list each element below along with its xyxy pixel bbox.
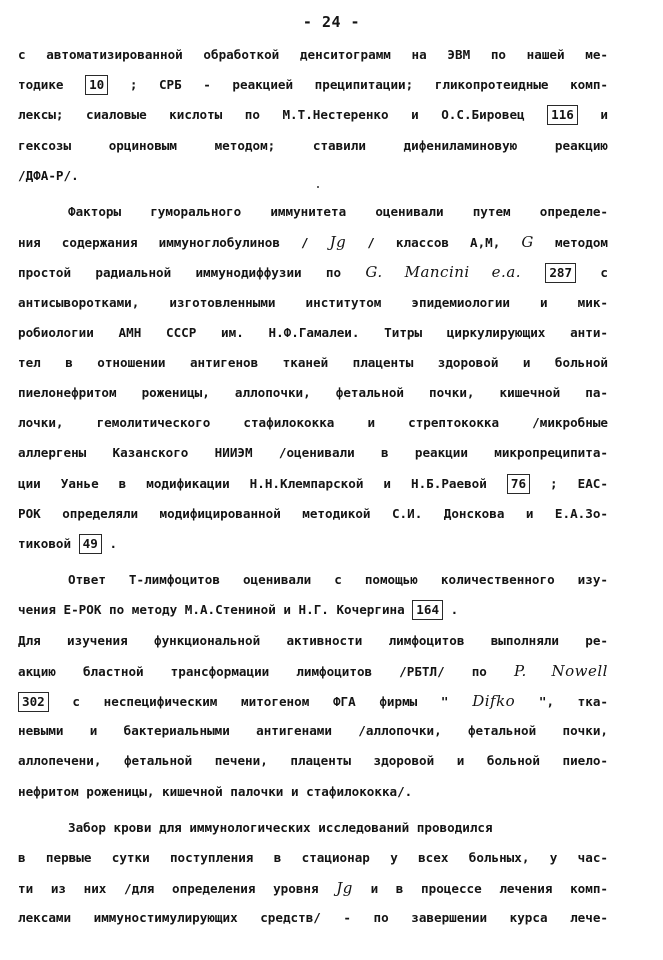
paragraph-1 [18,40,608,191]
document-body [18,40,608,933]
text-line [18,100,608,130]
text-line [18,257,608,287]
text-fragment: ; СРБ - реакцией преципитации; гликопротеидные комп- [129,77,608,93]
text-line: Факторы гуморального иммунитета оценивали путем определе- [68,203,608,219]
text-fragment: чения Е-РОК по методу М.А.Стениной и Н.Г. Кочергина [18,602,405,618]
handwritten-brand: Difko [472,691,516,710]
text-line: с автоматизированной обработкой денситограмм на ЭВМ по нашей ме- [18,47,608,62]
text-fragment: тодике [18,77,64,93]
paragraph-2 [18,197,608,559]
handwritten-symbol: Jg [336,879,353,898]
citation-ref: 10 [85,75,108,95]
text-fragment: простой радиальной иммунодиффузии по [18,265,342,281]
citation-ref: 164 [412,600,443,620]
text-fragment: . [450,602,459,618]
text-line: Ответ Т-лимфоцитов оценивали с помощью количественного изу- [68,572,608,588]
text-fragment: с неспецифическим митогеном ФГА фирмы " [72,693,449,709]
text-fragment: ти из них /для определения уровня [18,881,319,897]
text-fragment: методом [554,235,609,251]
handwritten-symbol: Jg [329,233,347,252]
text-line: антисыворотками, изготовленными институтом эпидемиологии и мик- [18,294,608,310]
text-line: аллергены Казанского НИИЭМ /оценивали в реакции микропреципита- [18,445,608,461]
handwritten-author: P. Nowell [513,661,608,680]
citation-ref: 302 [18,692,49,712]
text-line: гексозы орциновым методом; ставили дифениламиновую реакцию [18,137,608,153]
text-line: Для изучения функциональной активности лимфоцитов выполняли ре- [18,632,608,648]
text-line: робиологии АМН СССР им. Н.Ф.Гамалеи. Титры циркулирующих анти- [18,324,608,340]
paragraph-3 [18,565,608,807]
page-number: - 24 - [302,13,361,31]
text-fragment: ", тка- [538,693,609,709]
text-fragment: и [600,107,608,123]
text-line: лексами иммуностимулирующих средств/ - по завершении курса лече- [18,910,608,926]
text-line [18,873,608,903]
text-line [18,529,608,559]
text-fragment: акцию бластной трансформации лимфоцитов /РБТЛ/ по [18,663,487,679]
text-fragment: с [600,265,608,281]
handwritten-symbol: G [521,233,534,252]
text-fragment: лексы; сиаловые кислоты по М.Т.Нестеренко и О.С.Бировец [18,107,525,123]
text-line [18,686,608,716]
text-line [18,656,608,686]
paragraph-4 [18,813,608,934]
citation-ref: 287 [545,263,576,283]
text-fragment: / классов А,М, [367,235,501,251]
text-line: в первые сутки поступления в стационар у всех больных, у час- [18,849,608,865]
handwritten-author: G. Mancini e.a. [365,263,522,282]
text-line: /ДФА-Р/. [18,167,79,183]
text-line: лочки, гемолитического стафилококка и стрептококка /микробные [18,415,608,431]
text-fragment: тиковой [18,536,72,551]
text-fragment: ; ЕАС- [550,475,608,491]
text-line [18,227,608,257]
text-line [18,595,608,625]
text-line: Забор крови для иммунологических исследований проводился [68,819,493,835]
citation-ref: 116 [547,105,578,125]
text-line [18,70,608,100]
text-line: аллопечени, фетальной печени, плаценты здоровой и больной пиело- [18,753,608,769]
text-fragment: . [109,536,118,551]
text-fragment: ния содержания иммуноглобулинов / [18,235,309,251]
citation-ref: 49 [79,534,102,554]
text-fragment: и в процессе лечения комп- [370,881,608,897]
text-line: невыми и бактериальными антигенами /аллопочки, фетальной почки, [18,723,608,739]
text-line: тел в отношении антигенов тканей плаценты здоровой и больной [18,354,608,370]
citation-ref: 76 [507,474,530,494]
text-line [18,469,608,499]
text-line: нефритом роженицы, кишечной палочки и стафилококка/. [18,783,413,799]
text-fragment: ции Уанье в модификации Н.Н.Клемпарской и Н.Б.Раевой [18,475,487,491]
text-line: пиелонефритом роженицы, аллопочки, фетальной почки, кишечной па- [18,385,608,401]
text-line: РОК определяли модифицированной методикой С.И. Донскова и Е.А.Зо- [18,505,608,521]
